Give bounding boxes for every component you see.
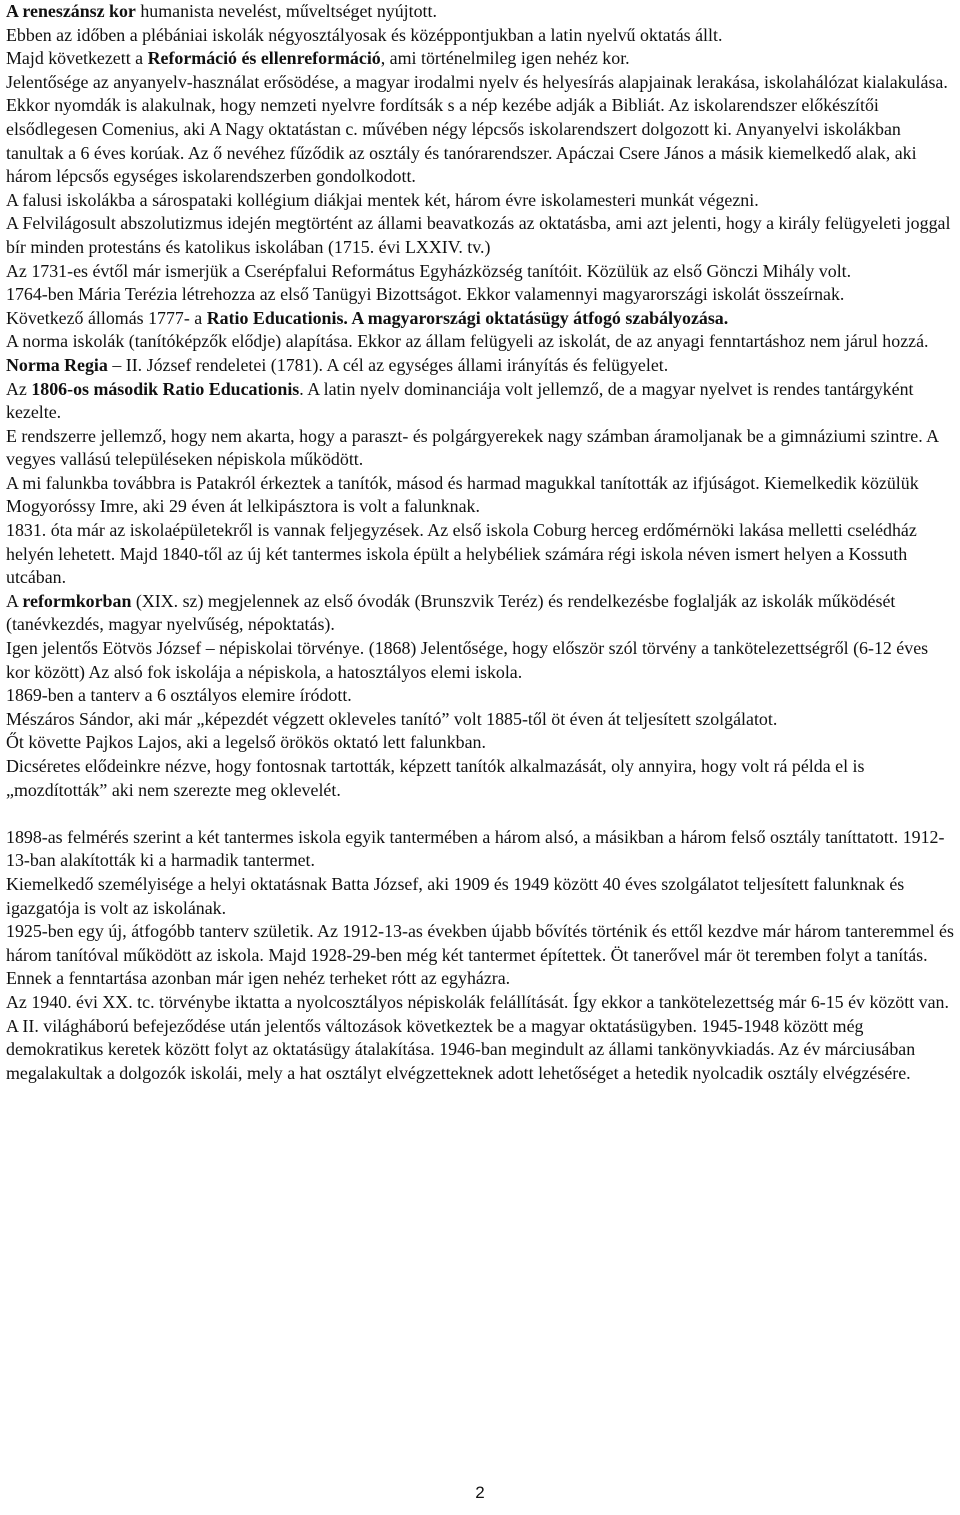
paragraph bbox=[6, 189, 956, 213]
paragraph bbox=[6, 684, 956, 708]
paragraph bbox=[6, 378, 956, 425]
text-run: 1869-ben a tanterv a 6 osztályos elemire íródott. bbox=[6, 685, 352, 706]
paragraph bbox=[6, 283, 956, 307]
paragraph bbox=[6, 755, 956, 802]
bold-text-run: Ratio Educationis. A magyarországi oktatásügy átfogó szabályozása. bbox=[206, 307, 729, 328]
paragraph bbox=[6, 307, 956, 331]
text-run: 1831. óta már az iskolaépületekről is vannak feljegyzések. Az első iskola Coburg herceg erdőmérnöki lakása melletti cselédház helyén lehetett. Majd 1840-től az új két tantermes iskola épült a helybéliek számára régi iskola néven ismert helyen a Kossuth utcában. bbox=[6, 520, 917, 588]
paragraph bbox=[6, 873, 956, 920]
text-run: A II. világháború befejeződése után jelentős változások következtek be a magyar oktatásügyben. 1945-1948 között még demokratikus keretek között folyt az oktatásügy átalakítása. 1946-ban megindult az állami tankönyvkiadás. Az év márciusában megalakultak a dolgozók iskolái, mely a hat osztályt elvégzetteknek adott lehetőséget a hetedik nyolcadik osztály elvégzésére. bbox=[6, 1015, 916, 1083]
text-run: 1764-ben Mária Terézia létrehozza az első Tanügyi Bizottságot. Ekkor valamennyi magyarországi iskolát összeírnak. bbox=[6, 284, 845, 305]
text-run: A bbox=[6, 590, 23, 611]
paragraph bbox=[6, 24, 956, 48]
paragraph bbox=[6, 260, 956, 284]
paragraph bbox=[6, 354, 956, 378]
text-run: Dicséretes elődeinkre nézve, hogy fontosnak tartották, képzett tanítók alkalmazását, oly annyira, hogy volt rá példa el is „mozdították” aki nem szerezte meg oklevelét. bbox=[6, 756, 865, 800]
text-run: A falusi iskolákba a sárospataki kollégium diákjai mentek két, három évre iskolamesteri munkát végezni. bbox=[6, 189, 759, 210]
text-run: (XIX. sz) megjelennek az első óvodák (Brunszvik Teréz) és rendelkezésbe foglalják az iskolák működését (tanévkezdés, magyar nyelvűség, népoktatás). bbox=[6, 590, 896, 635]
paragraph bbox=[6, 212, 956, 259]
text-run: Igen jelentős Eötvös József – népiskolai törvénye. (1868) Jelentősége, hogy először szól törvény a tankötelezettségről (6-12 éves kor között) Az alsó fok iskolája a népiskola, a hatosztályos elemi iskola. bbox=[6, 638, 929, 682]
text-run: . A latin nyelv dominanciája volt jellemző, de a magyar nyelvet is rendes tantárgyként kezelte. bbox=[6, 378, 914, 423]
text-run: , ami történelmileg igen nehéz kor. bbox=[380, 48, 630, 69]
page-number: 2 bbox=[475, 1483, 485, 1502]
paragraph bbox=[6, 991, 956, 1015]
text-run: Mészáros Sándor, aki már „képezdét végzett okleveles tanító” volt 1885-től öt éven át teljesített szolgálatot. bbox=[6, 708, 778, 729]
document-body bbox=[6, 0, 956, 1085]
paragraph bbox=[6, 731, 956, 755]
paragraph bbox=[6, 330, 956, 354]
text-run: Őt követte Pajkos Lajos, aki a legelső örökös oktató lett falunkban. bbox=[6, 732, 486, 753]
text-run: humanista nevelést, műveltséget nyújtott. bbox=[135, 1, 437, 21]
text-run: Kiemelkedő személyisége a helyi oktatásnak Batta József, aki 1909 és 1949 között 40 éves szolgálatot teljesített falunknak és igazgatója is volt az iskolának. bbox=[6, 873, 905, 918]
text-run: A Felvilágosult abszolutizmus idején megtörtént az állami beavatkozás az oktatásba, ami azt jelenti, hogy a király felügyeleti joggal bír minden protestáns és katolikus iskolában (1715. évi LXXIV. tv.) bbox=[6, 213, 951, 257]
text-run: Következő állomás 1777- a bbox=[6, 307, 207, 328]
paragraph-spacer bbox=[6, 802, 956, 826]
paragraph bbox=[6, 637, 956, 684]
paragraph bbox=[6, 71, 956, 189]
paragraph bbox=[6, 826, 956, 873]
paragraph bbox=[6, 1015, 956, 1086]
text-run: E rendszerre jellemző, hogy nem akarta, hogy a paraszt- és polgárgyerekek nagy számban áramoljanak be a gimnáziumi szintre. A vegyes vallású településeken népiskola működött. bbox=[6, 425, 939, 470]
text-run: Az 1731-es évtől már ismerjük a Cserépfalui Református Egyházközség tanítóit. Közülük az első Gönczi Mihály volt. bbox=[6, 260, 852, 281]
text-run: A mi falunkba továbbra is Patakról érkeztek a tanítók, másod és harmad magukkal tanították az ifjúságot. Kiemelkedik közülük Mogyoróssy Imre, aki 29 éven át lelkipásztora is volt a falunknak. bbox=[6, 472, 919, 517]
paragraph bbox=[6, 920, 956, 991]
text-run: Majd következett a bbox=[6, 48, 148, 69]
text-run: Az bbox=[6, 378, 32, 399]
text-run: Az 1940. évi XX. tc. törvénybe iktatta a nyolcosztályos népiskolák felállítását. Így ekkor a tankötelezettség már 6-15 év között van. bbox=[6, 991, 949, 1012]
paragraph bbox=[6, 590, 956, 637]
text-run: 1925-ben egy új, átfogóbb tanterv születik. Az 1912-13-as években újabb bővítés történik és ettől kezdve már három tanteremmel és három tanítóval működött az iskola. Majd 1928-29-ben még két tantermet építettek. Öt tanerővel már öt teremben folyt a tanítás. Ennek a fenntartása azonban már igen nehéz terheket rótt az egyházra. bbox=[6, 921, 954, 989]
paragraph bbox=[6, 708, 956, 732]
text-run: – II. József rendeletei (1781). A cél az egységes állami irányítás és felügyelet. bbox=[107, 354, 669, 375]
paragraph bbox=[6, 47, 956, 71]
paragraph bbox=[6, 0, 956, 24]
bold-text-run: reformkorban bbox=[22, 590, 132, 611]
bold-text-run: Norma Regia bbox=[6, 354, 108, 375]
text-run: 1898-as felmérés szerint a két tantermes iskola egyik tantermében a három alsó, a másikban a három felső osztály taníttatott. 1912-13-ban alakították ki a harmadik tantermet. bbox=[6, 826, 945, 871]
text-run: A norma iskolák (tanítóképzők elődje) alapítása. Ekkor az állam felügyeli az iskolát, de az anyagi fenntartáshoz nem járul hozzá. bbox=[6, 331, 929, 352]
paragraph bbox=[6, 472, 956, 519]
bold-text-run: Reformáció és ellenreformáció bbox=[147, 48, 381, 69]
bold-text-run: A reneszánsz kor bbox=[6, 1, 136, 21]
bold-text-run: 1806-os második Ratio Educationis bbox=[31, 378, 300, 399]
text-run: Ebben az időben a plébániai iskolák négyosztályosak és középpontjukban a latin nyelvű oktatás állt. bbox=[6, 24, 723, 45]
paragraph bbox=[6, 425, 956, 472]
paragraph bbox=[6, 519, 956, 590]
text-run: Jelentősége az anyanyelv-használat erősödése, a magyar irodalmi nyelv és helyesírás alapjainak lerakása, iskolahálózat kialakulása. Ekkor nyomdák is alakulnak, hogy nemzeti nyelvre fordítsák s a nép kezébe adják a Bibliát. Az iskolarendszer előkészítői elsődlegesen Comenius, aki A Nagy oktatástan c. művében négy lépcsős iskolarendszert dolgozott ki. Anyanyelvi iskolákban tanultak a 6 éves korúak. Az ő nevéhez fűződik az osztály és tanórarendszer. Apáczai Csere János a másik kiemelkedő alak, aki három lépcsős egységes iskolarendszerben gondolkodott. bbox=[6, 71, 948, 187]
